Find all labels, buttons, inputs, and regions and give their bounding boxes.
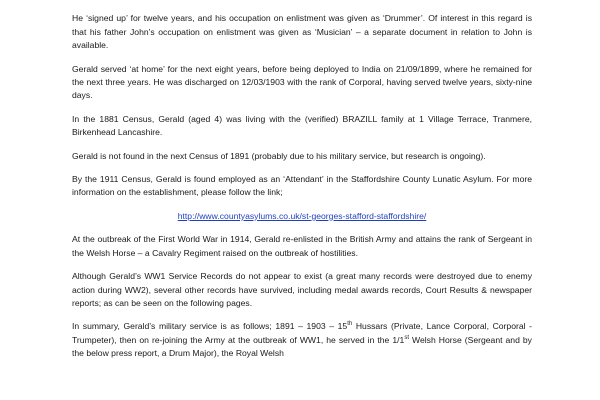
paragraph-ww1: At the outbreak of the First World War in 1914, Gerald re-enlisted in the British Army and attains the rank of Sergeant in the Welsh Horse – a Cavalry Regiment raised on the outbreak of hostilities. (72, 234, 532, 258)
asylum-link-line (72, 210, 532, 223)
summary-text-2: Hussars (Private, Lance Corporal, Corporal - Trumpeter), then on re-joining the Army at the outbreak of WW1, he served in the 1/1 (72, 321, 532, 345)
summary-text-1: In summary, Gerald’s military service is as follows; 1891 – 1903 – 15 (72, 321, 348, 332)
paragraph-service: Gerald served ‘at home’ for the next eight years, before being deployed to India on 21/09/1899, where he remained for the next three years. He was discharged on 12/03/1903 with the rank of Corporal, having served twelve years, sixty-nine days. (72, 63, 532, 101)
superscript-th: th (347, 321, 353, 328)
asylum-link[interactable]: http://www.countyasylums.co.uk/st-georges-stafford-staffordshire/ (177, 210, 427, 221)
document-body (72, 0, 532, 371)
paragraph-summary (72, 320, 532, 360)
superscript-st: st (404, 334, 409, 341)
paragraph-1881-census: In the 1881 Census, Gerald (aged 4) was living with the (verified) BRAZILL family at 1 Village Terrace, Tranmere, Birkenhead Lancashire. (72, 113, 532, 138)
paragraph-age (72, 0, 532, 2)
paragraph-1891-census: Gerald is not found in the next Census of 1891 (probably due to his military service, but research is ongoing). (72, 150, 486, 161)
summary-text-3: Welsh Horse (Sergeant and by the below press report, a Drum Major), the Royal Welsh (72, 334, 532, 359)
paragraph-1911-census: By the 1911 Census, Gerald is found employed as an ‘Attendant’ in the Staffordshire County Lunatic Asylum. For more information on the establishment, please follow the link; (72, 174, 532, 198)
paragraph-enlistment: He ‘signed up’ for twelve years, and his occupation on enlistment was given as ‘Drummer’. Of interest in this regard is that his father John’s occupation on enlistment was given as ‘Musician’ – a separate document in relation to John is available. (72, 13, 532, 51)
paragraph-records: Although Gerald’s WW1 Service Records do not appear to exist (a great many records were destroyed due to enemy action during WW2), several other records have survived, including medal awards records, Court Results & newspaper reports; as can be seen on the following pages. (72, 271, 532, 308)
